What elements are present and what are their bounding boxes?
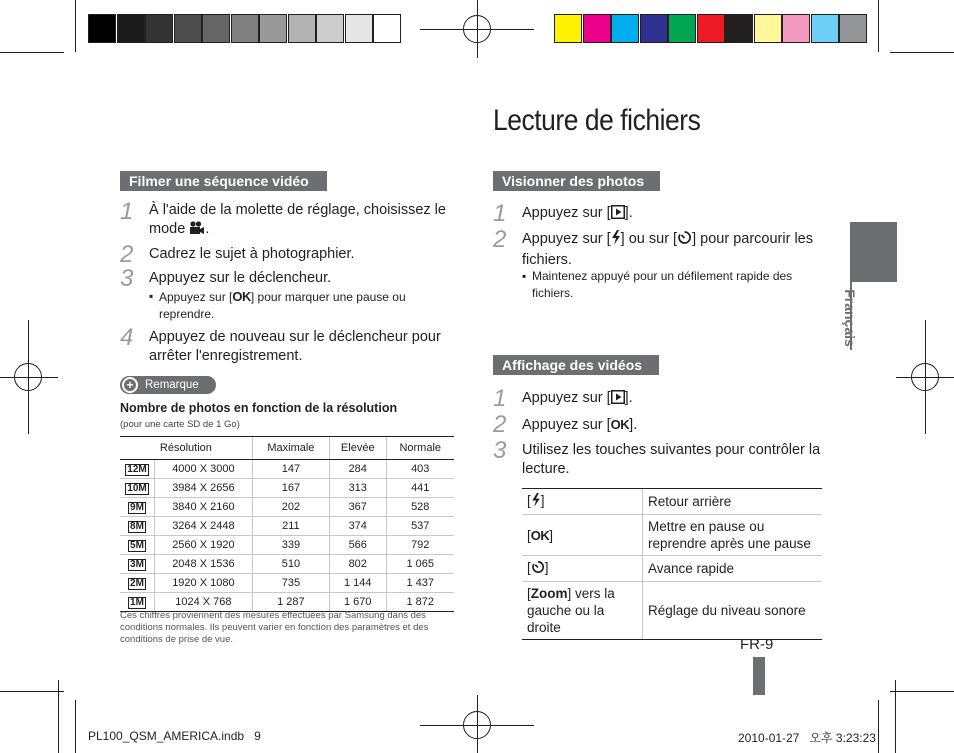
crop-mark: [895, 680, 896, 753]
control-key: [Zoom] vers la gauche ou la droite: [522, 582, 643, 640]
count-high: 313: [330, 479, 387, 498]
table-row: [120, 460, 454, 479]
count-normal: 441: [386, 479, 454, 498]
control-key: [ ]: [522, 556, 643, 582]
registration-mark-line: [28, 320, 29, 434]
color-swatch: [754, 14, 782, 43]
count-high: 374: [330, 517, 387, 536]
col-header: Résolution: [120, 437, 252, 460]
step-number: 1: [120, 198, 134, 225]
resolution-icon: 3M: [130, 558, 144, 570]
resolution-value: 4000 X 3000: [155, 460, 253, 479]
page-number: FR-9: [740, 636, 774, 653]
color-swatch: [554, 14, 582, 43]
resolution-icon: 5M: [130, 539, 144, 551]
resolution-icon: 8M: [130, 520, 144, 532]
crop-mark: [890, 691, 954, 692]
crop-mark: [58, 680, 59, 753]
step-number: 2: [493, 226, 507, 253]
ok-key-icon: OK: [610, 417, 630, 432]
step-number: 3: [493, 437, 507, 464]
resolution-icon-cell: [120, 536, 155, 555]
resolution-value: 3984 X 2656: [155, 479, 253, 498]
resolution-value: 1920 X 1080: [155, 574, 253, 593]
count-normal: 528: [386, 498, 454, 517]
control-description: Réglage du niveau sonore: [643, 582, 823, 640]
crop-mark: [878, 0, 879, 52]
ok-key-icon: OK: [232, 289, 251, 304]
resolution-value: 2048 X 1536: [155, 555, 253, 574]
play-icon: [611, 390, 625, 410]
note-label: Remarque: [145, 379, 199, 391]
step-text: À l'aide de la molette de réglage, choisissez le mode .: [149, 201, 454, 241]
step-number: 2: [120, 241, 134, 268]
registration-mark-line: [925, 320, 926, 434]
table-row: [120, 536, 454, 555]
gray-swatch: [373, 14, 401, 43]
gray-swatch: [117, 14, 145, 43]
slug-filename: PL100_QSM_AMERICA.indb 9: [88, 729, 261, 743]
resolution-icon-cell: [120, 498, 155, 517]
resolution-table: [120, 436, 454, 612]
resolution-icon-cell: [120, 479, 155, 498]
step-number: 3: [120, 265, 134, 292]
resolution-value: 3840 X 2160: [155, 498, 253, 517]
color-swatch: [811, 14, 839, 43]
bullet-note: ▪ Appuyez sur [OK] pour marquer une pause ou reprendre.: [149, 289, 406, 321]
slug-timestamp: 2010-01-27 오후 3:23:23: [738, 731, 876, 745]
table-row: [120, 574, 454, 593]
crop-mark: [75, 700, 76, 753]
bullet-note: ▪ Maintenez appuyé pour un défilement rapide des fichiers.: [522, 269, 793, 300]
language-tab: [850, 222, 897, 282]
color-swatch: [640, 14, 668, 43]
gray-swatch: [145, 14, 173, 43]
table-row: [120, 517, 454, 536]
count-max: 1 287: [252, 593, 329, 612]
count-normal: 537: [386, 517, 454, 536]
registration-mark-line: [477, 0, 478, 58]
resolution-value: 2560 X 1920: [155, 536, 253, 555]
crop-mark: [0, 691, 64, 692]
gray-swatch: [231, 14, 259, 43]
step-text: Appuyez sur [OK].: [522, 417, 638, 433]
plus-icon-inner: +: [124, 379, 136, 391]
crop-mark: [0, 52, 64, 53]
gray-swatch: [174, 14, 202, 43]
section-title-record-video: Filmer une séquence vidéo: [120, 171, 327, 191]
resolution-icon: 12M: [127, 463, 147, 475]
resolution-value: 3264 X 2448: [155, 517, 253, 536]
note-subtitle: (pour une carte SD de 1 Go): [120, 419, 240, 430]
count-normal: 1 872: [386, 593, 454, 612]
control-description: Mettre en pause ou reprendre après une pause: [643, 515, 823, 556]
resolution-icon-cell: [120, 593, 155, 612]
step-number: 4: [120, 324, 134, 351]
count-high: 1 670: [330, 593, 387, 612]
step-text: Appuyez sur [ ].: [522, 389, 633, 410]
gray-swatch: [88, 14, 116, 43]
step-text: Appuyez sur le déclencheur.: [149, 270, 332, 286]
step-text: Appuyez de nouveau sur le déclencheur pour arrêter l'enregistrement.: [149, 329, 441, 364]
gray-swatch: [202, 14, 230, 43]
resolution-icon-cell: [120, 555, 155, 574]
count-max: 147: [252, 460, 329, 479]
color-swatch: [839, 14, 867, 43]
table-row: [120, 593, 454, 612]
count-normal: 1 065: [386, 555, 454, 574]
step-number: 1: [493, 200, 507, 227]
resolution-icon: 2M: [130, 577, 144, 589]
timer-icon: [677, 230, 692, 251]
count-high: 367: [330, 498, 387, 517]
count-normal: 403: [386, 460, 454, 479]
resolution-icon-cell: [120, 517, 155, 536]
resolution-icon: 9M: [130, 501, 144, 513]
flash-icon: [611, 230, 621, 251]
crop-mark: [878, 700, 879, 753]
gray-swatch: [345, 14, 373, 43]
count-max: 211: [252, 517, 329, 536]
step-text: Appuyez sur [ ].: [522, 204, 633, 225]
count-high: 566: [330, 536, 387, 555]
count-max: 510: [252, 555, 329, 574]
table-row: [120, 555, 454, 574]
resolution-value: 1024 X 768: [155, 593, 253, 612]
ok-key-icon: OK: [530, 527, 550, 543]
movie-mode-icon: [189, 221, 205, 241]
count-max: 735: [252, 574, 329, 593]
registration-mark-line: [477, 695, 478, 753]
page-title: Lecture de fichiers: [493, 104, 701, 137]
color-swatch: [725, 14, 753, 43]
col-header: Maximale: [252, 437, 329, 460]
step-text: Appuyez sur [ ] ou sur [ ] pour parcourir les fichiers.: [522, 231, 813, 268]
table-row: [522, 582, 822, 640]
table-row: [522, 515, 822, 556]
note-badge: [120, 376, 216, 394]
play-icon: [611, 205, 625, 225]
step-text: Cadrez le sujet à photographier.: [149, 246, 355, 262]
section-title-play-videos: Affichage des vidéos: [493, 355, 659, 375]
resolution-icon: 1M: [130, 596, 144, 608]
page-number-bar: [753, 657, 765, 695]
color-swatch: [782, 14, 810, 43]
crop-mark: [75, 0, 76, 52]
count-max: 202: [252, 498, 329, 517]
count-normal: 1 437: [386, 574, 454, 593]
control-key: [ ]: [522, 489, 643, 515]
resolution-icon: 10M: [127, 482, 147, 494]
color-swatch: [668, 14, 696, 43]
flash-icon: [531, 493, 541, 511]
gray-swatch: [288, 14, 316, 43]
crop-mark: [890, 52, 954, 53]
count-max: 167: [252, 479, 329, 498]
gray-swatch: [259, 14, 287, 43]
step-number: 2: [493, 411, 507, 438]
color-swatch: [697, 14, 725, 43]
color-swatch: [583, 14, 611, 43]
timer-icon: [531, 560, 545, 578]
section-title-view-photos: Visionner des photos: [493, 171, 660, 191]
language-label: Français: [842, 289, 858, 347]
color-swatch: [611, 14, 639, 43]
playback-controls-table: [522, 488, 822, 640]
count-high: 802: [330, 555, 387, 574]
step-number: 1: [493, 385, 507, 412]
registration-mark-line: [0, 377, 58, 378]
resolution-icon-cell: [120, 460, 155, 479]
step-text: Utilisez les touches suivantes pour contrôler la lecture.: [522, 442, 821, 477]
control-description: Retour arrière: [643, 489, 823, 515]
count-high: 1 144: [330, 574, 387, 593]
col-header: Elevée: [330, 437, 387, 460]
count-normal: 792: [386, 536, 454, 555]
count-high: 284: [330, 460, 387, 479]
gray-swatch: [316, 14, 344, 43]
table-row: [120, 498, 454, 517]
note-title: Nombre de photos en fonction de la résolution: [120, 401, 398, 415]
col-header: Normale: [386, 437, 454, 460]
table-row: [120, 479, 454, 498]
control-description: Avance rapide: [643, 556, 823, 582]
control-key: [OK]: [522, 515, 643, 556]
resolution-icon-cell: [120, 574, 155, 593]
footnote: Ces chiffres proviennent des mesures effectuées par Samsung dans des conditions normales. Ils peuvent varier en fonction des paramètres et des conditions de prise de vue.: [120, 610, 429, 645]
table-row: [522, 556, 822, 582]
count-max: 339: [252, 536, 329, 555]
table-row: [522, 489, 822, 515]
